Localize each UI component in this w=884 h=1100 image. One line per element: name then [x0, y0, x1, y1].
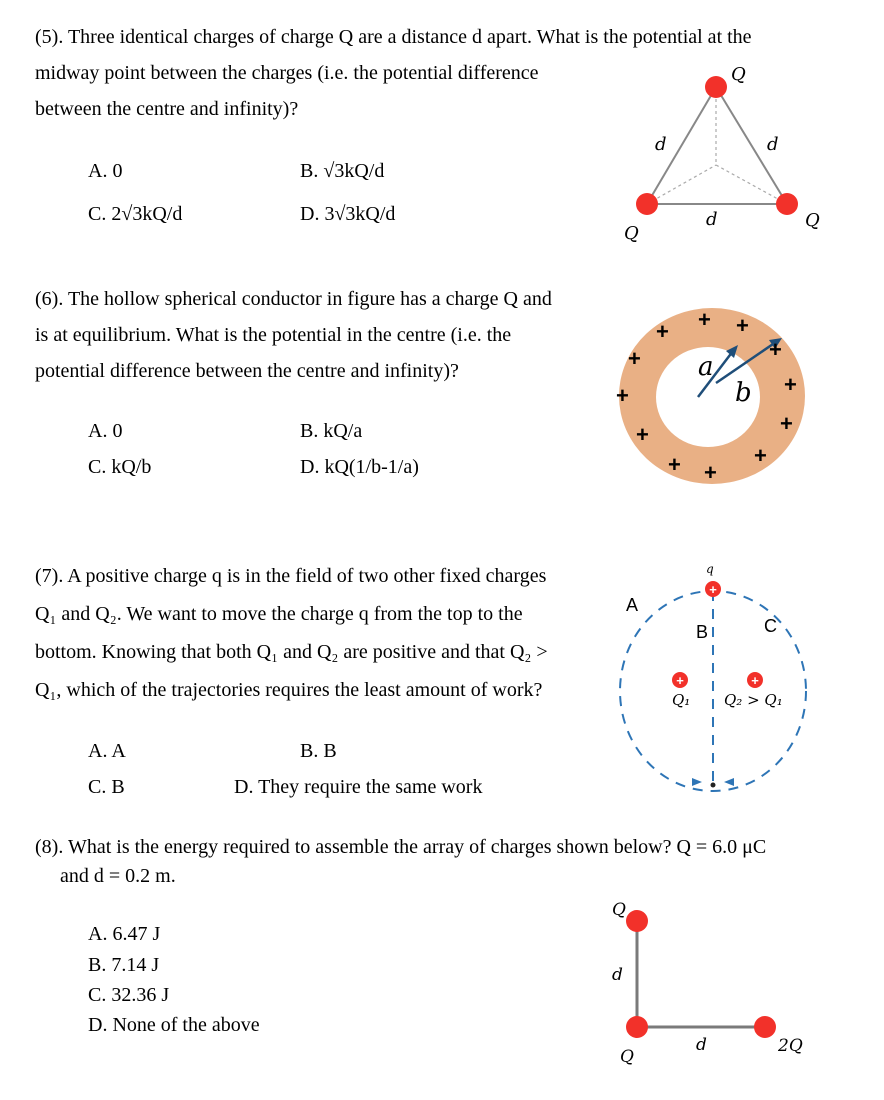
q8-label-corner: Q — [620, 1047, 634, 1067]
q7-line-3: bottom. Knowing that both Q₁ and Q₂ are positive and that Q₂ > — [35, 641, 548, 663]
plus-icon: + — [780, 411, 793, 436]
q8-charge-corner — [626, 1016, 648, 1038]
q5-label-side-bottom: d — [706, 209, 718, 230]
q6-label-a: a — [698, 352, 714, 382]
plus-icon: + — [616, 383, 629, 408]
q7-endpoint — [711, 783, 716, 788]
q8-charge-top — [626, 910, 648, 932]
plus-icon: + — [754, 443, 767, 468]
plus-icon: + — [769, 337, 782, 362]
q5-label-side-left: d — [655, 134, 667, 155]
q7-label-b: B — [696, 622, 709, 642]
q5-option-c: C. 2√3kQ/d — [88, 203, 183, 225]
q5-option-d: D. 3√3kQ/d — [300, 203, 396, 225]
q5-label-top: Q — [731, 64, 746, 85]
q5-line-2: midway point between the charges (i.e. the potential difference — [35, 62, 539, 84]
q8-option-b: B. 7.14 J — [88, 954, 160, 976]
svg-text:+: + — [751, 673, 759, 688]
plus-icon: + — [704, 460, 717, 485]
q5-label-right: Q — [805, 210, 820, 231]
q7-option-b: B. B — [300, 740, 337, 762]
q8-option-c: C. 32.36 J — [88, 984, 170, 1006]
q7-label-c: C — [764, 616, 777, 636]
svg-text:+: + — [709, 582, 717, 597]
q7-label-q: q — [706, 562, 714, 576]
plus-icon: + — [628, 346, 641, 371]
q8-label-vertical-d: d — [612, 965, 623, 985]
q8-label-horizontal-d: d — [696, 1035, 707, 1055]
plus-icon: + — [636, 422, 649, 447]
q8-line-2: and d = 0.2 m. — [60, 865, 176, 887]
q5-option-b: B. √3kQ/d — [300, 160, 385, 182]
plus-icon: + — [736, 313, 749, 338]
question-8-text — [35, 830, 766, 888]
q8-label-top: Q — [612, 900, 626, 920]
plus-icon: + — [668, 452, 681, 477]
q6-shell-figure — [610, 305, 815, 490]
q5-line-1: (5). Three identical charges of charge Q are a distance d apart. What is the potential at the — [35, 26, 752, 48]
q6-line-1: (6). The hollow spherical conductor in figure has a charge Q and — [35, 288, 552, 310]
question-6-text — [35, 281, 552, 389]
q7-option-a: A. A — [88, 740, 126, 762]
q8-line-1: (8). What is the energy required to assemble the array of charges shown below? Q = 6.0 μC — [35, 836, 767, 858]
q5-charge-top — [705, 76, 727, 98]
q5-label-left: Q — [624, 223, 639, 244]
q6-line-3: potential difference between the centre and infinity)? — [35, 360, 459, 382]
q6-option-b: B. kQ/a — [300, 420, 363, 442]
q5-line-3: between the centre and infinity)? — [35, 98, 299, 120]
plus-icon: + — [784, 372, 797, 397]
svg-text:+: + — [676, 673, 684, 688]
q7-trajectory-figure — [610, 560, 830, 795]
q5-label-side-right: d — [767, 134, 779, 155]
q6-option-d: D. kQ(1/b-1/a) — [300, 456, 419, 478]
q7-label-q1: Q₁ — [672, 691, 691, 709]
plus-icon: + — [656, 319, 669, 344]
q8-option-a: A. 6.47 J — [88, 923, 161, 945]
q6-label-b: b — [735, 378, 752, 408]
q8-charge-right — [754, 1016, 776, 1038]
q5-charge-right — [776, 193, 798, 215]
q6-option-c: C. kQ/b — [88, 456, 152, 478]
q5-option-a: A. 0 — [88, 160, 123, 182]
q7-label-a: A — [626, 595, 639, 615]
q7-option-d: D. They require the same work — [234, 776, 483, 798]
q6-option-a: A. 0 — [88, 420, 123, 442]
q6-line-2: is at equilibrium. What is the potential in the centre (i.e. the — [35, 324, 512, 346]
q7-line-4: Q₁, which of the trajectories requires the least amount of work? — [35, 679, 543, 701]
q8-array-figure — [600, 895, 820, 1080]
plus-icon: + — [698, 307, 711, 332]
q5-charge-left — [636, 193, 658, 215]
q7-label-q2: Q₂ > Q₁ — [724, 691, 783, 709]
q7-line-2: Q₁ and Q₂. We want to move the charge q from the top to the — [35, 603, 523, 625]
q7-option-c: C. B — [88, 776, 125, 798]
q5-triangle-figure — [600, 55, 840, 255]
question-7-text — [35, 557, 548, 709]
q8-label-right: 2Q — [778, 1036, 803, 1056]
q7-line-1: (7). A positive charge q is in the field of two other fixed charges — [35, 565, 547, 587]
q8-option-d: D. None of the above — [88, 1014, 260, 1036]
